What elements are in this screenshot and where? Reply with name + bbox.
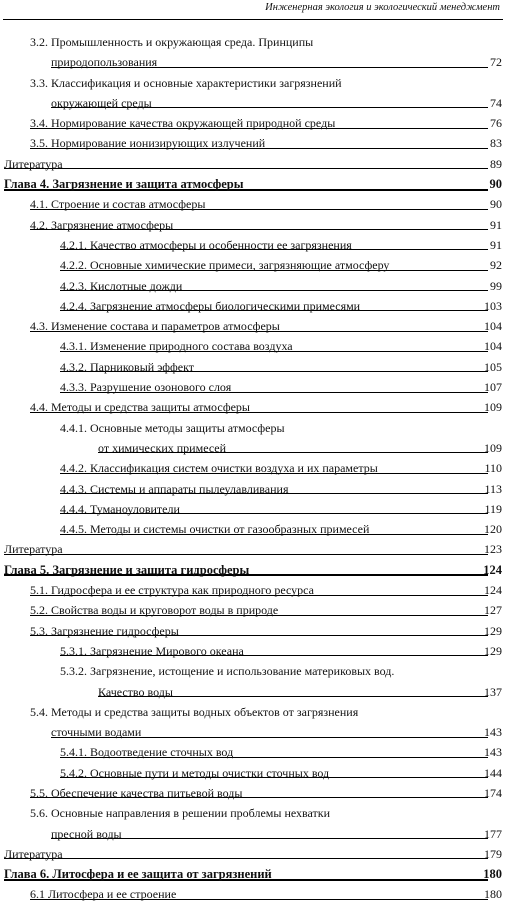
toc-entry-title: 4.2. Загрязнение атмосферы [30,215,488,231]
toc-entry-page: 124 [483,562,502,577]
toc-entry-page: 174 [484,785,502,800]
toc-entry-page: 90 [490,197,502,212]
toc-entry [0,600,506,620]
toc-entry [0,276,506,296]
toc-entry-title: 4.1. Строение и состав атмосферы [30,194,488,210]
toc-entry-page: 179 [484,846,502,861]
toc-entry [0,722,506,742]
toc-entry [0,763,506,783]
toc-entry-title: 5.3.2. Загрязнение, истощение и использование материковых вод. [60,664,395,679]
toc-entry-title: 5.2. Свойства воды и круговорот воды в природе [30,600,488,616]
toc-entry [0,661,506,681]
toc-entry-title: 4.3.2. Парниковый эффект [60,357,488,373]
toc-entry [0,783,506,803]
toc-entry [0,73,506,93]
toc-entry-page: 92 [490,258,502,273]
toc-entry [0,336,506,356]
toc-entry-page: 103 [484,298,502,313]
toc-entry [0,884,506,904]
toc-entry [0,641,506,661]
toc-entry [0,296,506,316]
toc-entry [0,397,506,417]
toc-entry-page: 123 [484,542,502,557]
toc-entry [0,824,506,844]
toc-entry-title: 4.2.4. Загрязнение атмосферы биологическими примесями [60,296,488,312]
toc-entry [0,32,506,52]
toc-entry-page: 129 [484,643,502,658]
toc-entry-page: 109 [484,400,502,415]
toc-entry-page: 104 [484,339,502,354]
toc-entry [0,864,506,884]
toc-entry-title: 5.3. Загрязнение гидросферы [30,621,488,637]
toc-entry-page: 180 [483,867,502,882]
toc-entry-title: Литература [4,539,488,555]
toc-entry-title: 4.3.3. Разрушение озонового слоя [60,377,488,393]
toc-entry-title: 4.4.3. Системы и аппараты пылеулавливания [60,479,488,495]
toc-entry-page: 104 [484,319,502,334]
toc-entry-page: 72 [490,55,502,70]
toc-entry [0,621,506,641]
toc-entry-title: природопользования [51,52,488,68]
toc-entry-page: 177 [484,826,502,841]
toc-entry-page: 120 [484,522,502,537]
toc-entry-title: 4.4.5. Методы и системы очистки от газообразных примесей [60,519,488,535]
toc-entry-title: от химических примесей [98,438,488,454]
toc-entry [0,438,506,458]
toc-entry [0,418,506,438]
toc-entry-page: 89 [490,156,502,171]
toc-entry-title: 4.4.4. Туманоуловители [60,499,488,515]
toc-entry [0,539,506,559]
toc-entry-title: пресной воды [51,824,488,840]
toc-entry-title: 4.2.2. Основные химические примеси, загрязняющие атмосферу [60,255,488,271]
table-of-contents [0,32,506,905]
toc-entry [0,580,506,600]
toc-entry-title: сточными водами [51,722,488,738]
toc-entry-title: 5.3.1. Загрязнение Мирового океана [60,641,488,657]
toc-entry-title: окружающей среды [51,93,488,109]
toc-entry [0,499,506,519]
toc-entry [0,458,506,478]
toc-entry-title: Литература [4,844,488,860]
toc-entry-page: 119 [484,501,502,516]
toc-entry-page: 99 [490,278,502,293]
toc-entry-title: 3.2. Промышленность и окружающая среда. Принципы [30,35,314,49]
toc-entry-page: 110 [484,461,502,476]
toc-entry-page: 105 [484,359,502,374]
toc-entry-title: Глава 4. Загрязнение и защита атмосферы [4,174,488,191]
toc-entry-page: 109 [484,440,502,455]
running-head: Инженерная экология и экологический менеджмент [265,2,500,13]
toc-entry-title: 3.4. Нормирование качества окружающей природной среды [30,113,488,129]
toc-entry-page: 143 [484,745,502,760]
toc-entry [0,742,506,762]
toc-entry-title: Глава 5. Загрязнение и защита гидросферы [4,560,488,577]
toc-entry-title: 4.2.1. Качество атмосферы и особенности ее загрязнения [60,235,488,251]
toc-entry-page: 83 [490,136,502,151]
toc-entry-page: 74 [490,95,502,110]
toc-entry-title: 6.1 Литосфера и ее строение [30,884,488,900]
toc-entry [0,113,506,133]
toc-entry [0,93,506,113]
toc-entry [0,357,506,377]
toc-entry [0,316,506,336]
toc-entry [0,133,506,153]
toc-entry-title: 5.1. Гидросфера и ее структура как природного ресурса [30,580,488,596]
toc-entry-page: 91 [490,237,502,252]
toc-entry [0,519,506,539]
toc-entry [0,844,506,864]
toc-entry [0,215,506,235]
toc-entry [0,560,506,580]
toc-entry-page: 90 [489,177,502,192]
toc-entry [0,154,506,174]
toc-entry-title: 4.4.2. Классификация систем очистки воздуха и их параметры [60,458,488,474]
toc-entry-page: 137 [484,684,502,699]
toc-entry-page: 127 [484,603,502,618]
toc-entry-page: 180 [484,887,502,902]
toc-entry-title: 5.4.2. Основные пути и методы очистки сточных вод [60,763,488,779]
toc-entry [0,803,506,823]
toc-entry [0,255,506,275]
toc-entry-page: 107 [484,380,502,395]
toc-entry-title: 5.4.1. Водоотведение сточных вод [60,742,488,758]
toc-entry-page: 91 [490,217,502,232]
toc-entry [0,174,506,194]
toc-entry-title: 4.4.1. Основные методы защиты атмосферы [60,420,285,435]
toc-entry [0,682,506,702]
toc-entry-page: 143 [484,725,502,740]
toc-entry [0,377,506,397]
toc-entry [0,702,506,722]
toc-entry-title: 4.3. Изменение состава и параметров атмосферы [30,316,488,332]
toc-entry [0,194,506,214]
toc-entry-title: 3.3. Классификация и основные характеристики загрязнений [30,75,342,90]
toc-entry-page: 124 [484,583,502,598]
toc-entry [0,52,506,72]
toc-entry-title: 3.5. Нормирование ионизирующих излучений [30,133,488,149]
toc-entry-title: 5.5. Обеспечение качества питьевой воды [30,783,488,799]
toc-entry-title: 4.4. Методы и средства защиты атмосферы [30,397,488,413]
toc-entry [0,479,506,499]
toc-entry-title: Литература [4,154,488,170]
toc-entry-title: Качество воды [98,682,488,698]
toc-entry-title: 4.3.1. Изменение природного состава воздуха [60,336,488,352]
toc-entry-title: 5.4. Методы и средства защиты водных объектов от загрязнения [30,704,359,719]
toc-entry-title: 5.6. Основные направления в решении проблемы нехватки [30,806,331,821]
toc-entry-page: 113 [484,481,502,496]
toc-entry [0,235,506,255]
toc-entry-title: Глава 6. Литосфера и ее защита от загрязнений [4,864,488,881]
toc-entry-title: 4.2.3. Кислотные дожди [60,276,488,292]
toc-entry-page: 129 [484,623,502,638]
toc-entry-page: 76 [490,116,502,131]
header-rule [3,19,503,20]
toc-entry-page: 144 [484,765,502,780]
